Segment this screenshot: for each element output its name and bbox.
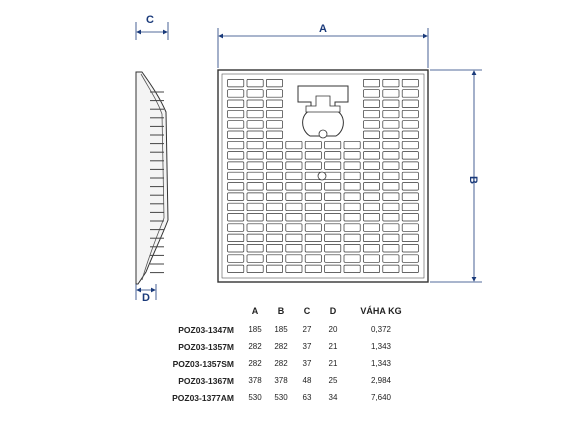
grating-cell <box>266 234 282 242</box>
grating-cell <box>286 255 302 262</box>
grating-cell <box>247 193 263 201</box>
grating-cell <box>266 265 282 273</box>
grating-cell <box>325 162 341 170</box>
grating-cell <box>247 214 263 222</box>
grating-cell <box>286 152 302 160</box>
dimension-a <box>218 23 428 68</box>
cell-weight: 1,343 <box>370 342 392 351</box>
grating-cell <box>266 152 282 160</box>
grating-cell <box>266 193 282 201</box>
grating-cell <box>266 79 282 87</box>
grating-cell <box>363 234 379 242</box>
cell-d: 20 <box>328 325 338 334</box>
grating-cell <box>325 234 341 242</box>
grating-cell <box>305 141 321 149</box>
grating-cell <box>383 152 399 160</box>
grating-cell <box>363 141 379 149</box>
grating-cell <box>402 193 418 201</box>
grating-cell <box>305 203 321 211</box>
grating-cell <box>402 152 418 160</box>
grating-cell <box>402 255 418 262</box>
grating-cell <box>402 131 418 139</box>
grating-cell <box>325 172 341 180</box>
grating-cell <box>305 152 321 160</box>
grating-cell <box>247 265 263 273</box>
grating-cell <box>305 265 321 273</box>
grating-cell <box>363 79 379 87</box>
grating-cell <box>305 162 321 170</box>
grating-cell <box>247 131 263 139</box>
header-model <box>160 303 242 321</box>
grating-cell <box>228 141 244 149</box>
grating-cell <box>363 131 379 139</box>
grating-cell <box>383 131 399 139</box>
cell-d: 21 <box>328 359 338 368</box>
cell-model: POZ03-1367M <box>178 375 234 386</box>
grating-cell <box>383 255 399 262</box>
grating-cell <box>363 203 379 211</box>
cell-d: 34 <box>328 393 338 402</box>
grating-cell <box>228 214 244 222</box>
grating-cell <box>383 183 399 191</box>
grating-cell <box>325 214 341 222</box>
grating-cell <box>402 203 418 211</box>
cell-weight: 7,640 <box>370 393 392 402</box>
grating-cell <box>402 121 418 129</box>
grating-cell <box>344 162 360 170</box>
grating-cell <box>363 172 379 180</box>
grating-cell <box>247 203 263 211</box>
cell-weight: 1,343 <box>370 359 392 368</box>
top-hole <box>319 130 327 138</box>
cell-a: 530 <box>248 393 262 402</box>
grating-cell <box>363 245 379 253</box>
grating-cell <box>247 234 263 242</box>
cell-b: 282 <box>274 342 288 351</box>
dimension-b <box>430 70 482 282</box>
grating-cell <box>286 245 302 253</box>
header-d: D <box>329 306 337 316</box>
grating-cell <box>247 172 263 180</box>
grating-cell <box>305 193 321 201</box>
grating-cell <box>305 183 321 191</box>
cell-b: 282 <box>274 359 288 368</box>
table-row <box>160 372 416 389</box>
grating-cell <box>344 141 360 149</box>
header-c: C <box>303 306 311 316</box>
grating-cell <box>325 203 341 211</box>
grating-cell <box>266 121 282 129</box>
grating-cell <box>247 121 263 129</box>
grating-cell <box>228 183 244 191</box>
grating-cell <box>363 162 379 170</box>
grating-cell <box>402 79 418 87</box>
cell-weight: 2,984 <box>370 376 392 385</box>
grating-cell <box>286 234 302 242</box>
grating-cell <box>402 214 418 222</box>
cell-b: 530 <box>274 393 288 402</box>
dimension-c-label: C <box>146 14 154 26</box>
grating-cell <box>363 152 379 160</box>
cell-a: 378 <box>248 376 262 385</box>
grating-cell <box>266 224 282 232</box>
grating-cell <box>286 265 302 273</box>
cell-model: POZ03-1347M <box>178 324 234 335</box>
grating-cell <box>325 255 341 262</box>
grating-cell <box>228 255 244 262</box>
grating-cell <box>266 172 282 180</box>
grating-cell <box>228 152 244 160</box>
grating-cell <box>228 203 244 211</box>
grating-cell <box>363 214 379 222</box>
grating-cell <box>383 172 399 180</box>
grating-cell <box>383 79 399 87</box>
grating-cell <box>228 234 244 242</box>
grating-cell <box>305 255 321 262</box>
grating-cell <box>247 152 263 160</box>
grating-cell <box>325 245 341 253</box>
table-row <box>160 338 416 355</box>
grating-cell <box>286 203 302 211</box>
grating-cell <box>228 131 244 139</box>
grating-cell <box>344 245 360 253</box>
grating-cell <box>228 245 244 253</box>
grating-cell <box>228 193 244 201</box>
cell-d: 21 <box>328 342 338 351</box>
header-b: B <box>277 306 285 316</box>
grating-cell <box>344 265 360 273</box>
cell-d: 25 <box>328 376 338 385</box>
cell-a: 282 <box>248 359 262 368</box>
grating-cell <box>325 193 341 201</box>
grating-cell <box>266 141 282 149</box>
grating-cell <box>228 100 244 108</box>
grating-cell <box>363 90 379 98</box>
grating-cell <box>305 224 321 232</box>
grating-cell <box>344 203 360 211</box>
grating-cell <box>266 162 282 170</box>
grating-cell <box>247 90 263 98</box>
table-row <box>160 389 416 406</box>
table-row <box>160 355 416 372</box>
grating-cell <box>402 234 418 242</box>
grating-cell <box>247 183 263 191</box>
grating-cell <box>363 255 379 262</box>
cell-c: 37 <box>302 342 312 351</box>
grating-cell <box>383 203 399 211</box>
table-header-row <box>160 303 416 321</box>
grating-cell <box>344 193 360 201</box>
cell-b: 378 <box>274 376 288 385</box>
grating-cell <box>383 193 399 201</box>
grating-cell <box>228 110 244 118</box>
center-hole <box>318 172 326 180</box>
grating-cell <box>247 245 263 253</box>
side-profile-view <box>136 72 168 284</box>
grating-cell <box>402 141 418 149</box>
grating-cell <box>363 121 379 129</box>
grating-cell <box>247 255 263 262</box>
grating-cell <box>402 162 418 170</box>
grating-cell <box>344 152 360 160</box>
grating-cell <box>247 162 263 170</box>
dimension-d <box>136 284 156 304</box>
grating-cell <box>266 90 282 98</box>
grating-cell <box>383 224 399 232</box>
grating-cell <box>383 162 399 170</box>
grating-cell <box>383 141 399 149</box>
grating-cell <box>363 100 379 108</box>
grating-cell <box>325 224 341 232</box>
cell-a: 282 <box>248 342 262 351</box>
cell-c: 48 <box>302 376 312 385</box>
grating-cell <box>402 245 418 253</box>
cell-model: POZ03-1357M <box>178 341 234 352</box>
dimension-c <box>136 14 168 40</box>
grating-cell <box>266 203 282 211</box>
grating-cell <box>383 265 399 273</box>
grating-cell <box>228 121 244 129</box>
grating-cell <box>402 100 418 108</box>
grating-cell <box>247 141 263 149</box>
grating-cell <box>305 234 321 242</box>
grating-cell <box>228 79 244 87</box>
grating-cell <box>325 152 341 160</box>
grating-cell <box>402 224 418 232</box>
cell-c: 37 <box>302 359 312 368</box>
header-a: A <box>251 306 259 316</box>
grating-cell <box>383 100 399 108</box>
grating-cell <box>402 110 418 118</box>
grating-cell <box>325 265 341 273</box>
grating-cell <box>228 162 244 170</box>
grating-cell <box>228 265 244 273</box>
grating-cell <box>266 131 282 139</box>
grating-cell <box>286 224 302 232</box>
spec-table <box>160 303 416 406</box>
grating-cell <box>286 141 302 149</box>
header-weight: VÁHA KG <box>360 306 402 316</box>
grating-cell <box>266 110 282 118</box>
grating-cell <box>286 183 302 191</box>
grating-cell <box>286 172 302 180</box>
dimension-a-label: A <box>319 23 327 35</box>
grating-cell <box>247 100 263 108</box>
grating-cell <box>344 224 360 232</box>
grating-cell <box>402 90 418 98</box>
grating-cell <box>344 172 360 180</box>
grating-cell <box>363 224 379 232</box>
grating-cell <box>247 224 263 232</box>
cell-b: 185 <box>274 325 288 334</box>
grating-cell <box>363 193 379 201</box>
grating-cell <box>383 245 399 253</box>
cell-c: 63 <box>302 393 312 402</box>
grating-cell <box>383 90 399 98</box>
dimension-b-label: B <box>467 176 479 184</box>
grating-cell <box>344 183 360 191</box>
grating-cell <box>363 265 379 273</box>
dimension-d-label: D <box>142 292 150 304</box>
cell-model: POZ03-1357SM <box>172 358 234 369</box>
grating-cell <box>344 234 360 242</box>
grating-cell <box>266 183 282 191</box>
grating-cell <box>344 255 360 262</box>
grating-cell <box>305 214 321 222</box>
grating-cell <box>363 110 379 118</box>
grating-cell <box>286 162 302 170</box>
grating-cell <box>325 183 341 191</box>
grating-cell <box>247 110 263 118</box>
grating-cell <box>305 245 321 253</box>
grating-cell <box>363 183 379 191</box>
grating-cell <box>325 141 341 149</box>
cell-weight: 0,372 <box>370 325 392 334</box>
grating-cell <box>383 214 399 222</box>
grating-cell <box>286 214 302 222</box>
grating-cell <box>228 224 244 232</box>
grating-cell <box>266 214 282 222</box>
table-row <box>160 321 416 338</box>
grating-cell <box>383 121 399 129</box>
grating-cell <box>228 172 244 180</box>
grating-cell <box>266 100 282 108</box>
grating-cell <box>266 255 282 262</box>
grating-cell <box>286 193 302 201</box>
cell-c: 27 <box>302 325 312 334</box>
grating-cell <box>228 90 244 98</box>
grating-front-view <box>218 70 428 282</box>
grating-cell <box>383 110 399 118</box>
grating-cell <box>344 214 360 222</box>
grating-cell <box>266 245 282 253</box>
grating-cell <box>383 234 399 242</box>
cell-a: 185 <box>248 325 262 334</box>
grating-cell <box>402 172 418 180</box>
grating-cell <box>402 183 418 191</box>
grating-cell <box>402 265 418 273</box>
cell-model: POZ03-1377AM <box>172 392 234 403</box>
grating-cell <box>247 79 263 87</box>
